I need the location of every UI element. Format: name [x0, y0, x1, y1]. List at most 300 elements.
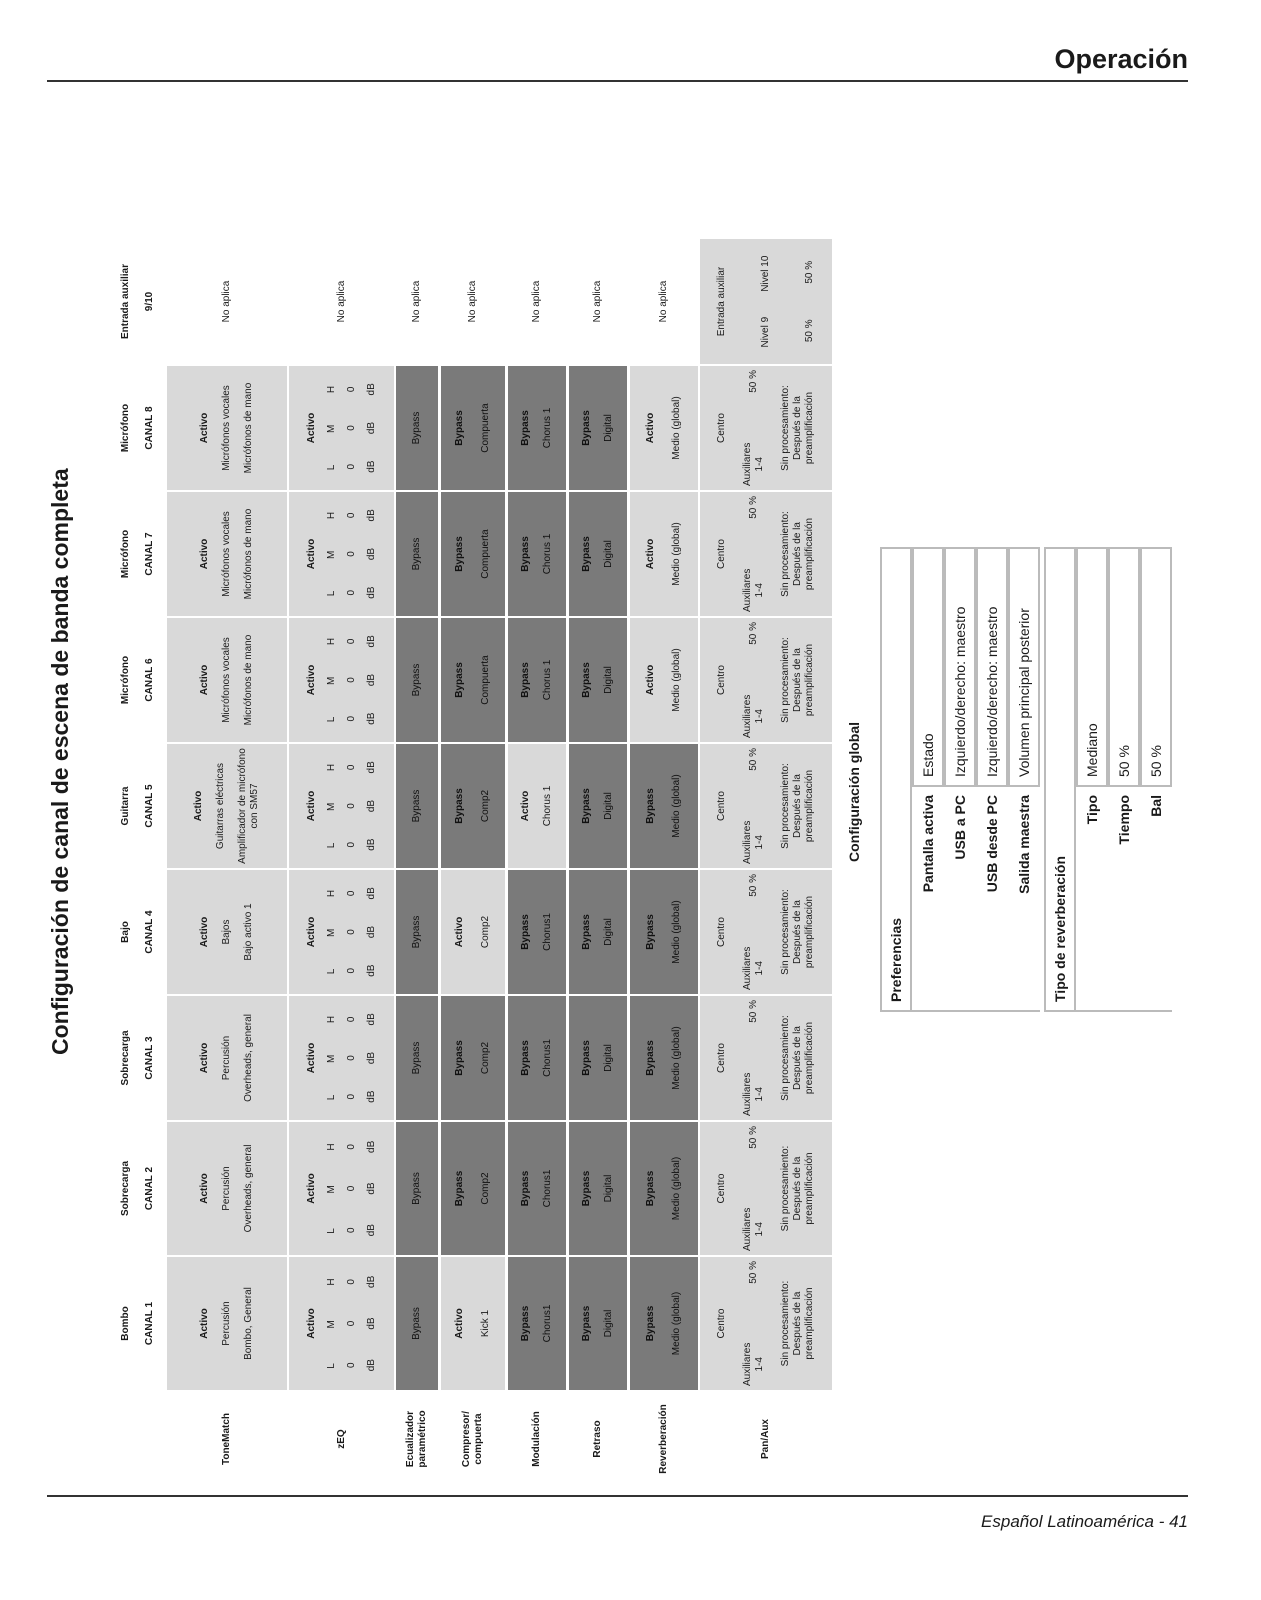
section-title: Operación	[1054, 44, 1188, 74]
header-rule	[47, 80, 1188, 82]
pan-value: Centro	[716, 791, 727, 822]
zeq-band-label: L	[325, 716, 337, 723]
reverb-cell	[630, 618, 698, 742]
reverb-key: Tiempo	[1108, 787, 1140, 1012]
aux-label-line: 1-4	[754, 961, 765, 976]
send-tap-line: Sin procesamiento:	[780, 1015, 791, 1101]
aux-label-line: 1-4	[754, 1357, 765, 1372]
reverb-cell	[630, 996, 698, 1120]
aux-label	[742, 947, 766, 990]
reverb-cell	[630, 870, 698, 994]
tonematch-category: Micrófonos vocales	[221, 637, 232, 723]
zeq-band-labels	[326, 370, 338, 486]
tonematch-preset: Amplificador de micrófono con SM57	[237, 748, 260, 864]
aux-level-label: Nivel 10	[760, 255, 771, 292]
zeq-band-labels	[326, 496, 338, 612]
mod-cell	[508, 996, 566, 1120]
delay-cell-state: Bypass	[581, 662, 592, 698]
delay-cell-preset: Digital	[603, 918, 614, 946]
zeq-band-unit: dB	[365, 925, 377, 939]
zeq-band-values	[346, 622, 358, 738]
zeq-band-label: H	[325, 1015, 337, 1024]
tonematch-preset: Bombo, General	[243, 1287, 254, 1360]
panaux-cell	[700, 618, 832, 742]
comp-cell-preset: Compuerta	[480, 655, 491, 705]
aux-panaux-cell	[700, 239, 832, 364]
tonematch-state: Activo	[193, 790, 204, 822]
aux-na-mod: No aplica	[531, 280, 542, 323]
send-tap	[780, 385, 816, 471]
zeq-cell	[289, 1257, 394, 1390]
comp-cell-preset: Comp2	[480, 915, 491, 949]
zeq-band-label: H	[325, 385, 337, 394]
zeq-band-value: 0	[345, 764, 357, 771]
zeq-band-label: L	[325, 590, 337, 597]
send-tap	[780, 1015, 816, 1101]
zeq-band-unit: dB	[365, 547, 377, 561]
zeq-band-label: L	[325, 968, 337, 975]
comp-cell-preset: Compuerta	[480, 403, 491, 453]
send-tap-line: preamplificación	[804, 1152, 815, 1225]
tonematch-category: Percusión	[221, 1035, 232, 1081]
zeq-band-label: L	[325, 842, 337, 849]
tonematch-state: Activo	[199, 1042, 210, 1074]
zeq-band-label: H	[325, 1278, 337, 1286]
send-tap-line: Sin procesamiento:	[780, 511, 791, 597]
panaux-cell	[700, 366, 832, 490]
mod-cell-state: Bypass	[520, 536, 531, 572]
channel-name: CANAL 4	[143, 910, 155, 954]
mod-cell-state: Bypass	[520, 1040, 531, 1076]
zeq-band-label: L	[325, 1363, 337, 1369]
zeq-cell	[289, 366, 394, 490]
send-tap-line: Después de la	[792, 1156, 803, 1221]
delay-cell-preset: Digital	[603, 792, 614, 820]
zeq-band-label: M	[325, 676, 337, 686]
reverb-cell	[630, 1257, 698, 1390]
zeq-band-value: 0	[345, 463, 357, 470]
zeq-state: Activo	[305, 1173, 317, 1204]
zeq-band-unit: dB	[365, 799, 377, 813]
zeq-band-values	[346, 1000, 358, 1116]
zeq-band-label: M	[325, 1054, 337, 1064]
delay-cell	[569, 870, 627, 994]
tonematch-preset: Bajo activo 1	[243, 903, 254, 961]
aux-label	[742, 695, 766, 738]
send-tap-line: preamplificación	[804, 1287, 815, 1360]
zeq-band-label: L	[325, 464, 337, 471]
preferences-header: Preferencias	[880, 547, 912, 1012]
zeq-band-unit: dB	[365, 509, 377, 522]
aux-label-line: 1-4	[754, 457, 765, 472]
aux-level: 50 %	[748, 496, 759, 519]
channel-header	[110, 618, 165, 742]
aux-label-line: Auxiliares	[742, 820, 753, 864]
aux-channel-name: 9/10	[143, 291, 155, 312]
eq-cell: Bypass	[396, 366, 438, 490]
row-label-comp-line: Compresor/	[461, 1410, 472, 1468]
channel-header	[110, 1122, 165, 1255]
zeq-band-label: H	[325, 637, 337, 646]
channel-name: CANAL 1	[143, 1301, 155, 1346]
zeq-state: Activo	[305, 412, 317, 444]
send-tap-line: Sin procesamiento:	[780, 385, 791, 471]
channel-type: Micrófono	[119, 529, 131, 579]
zeq-cell	[289, 1122, 394, 1255]
zeq-band-value: 0	[345, 589, 357, 596]
aux-channel-header	[110, 239, 165, 364]
panaux-cell	[700, 870, 832, 994]
aux-na-comp: No aplica	[467, 280, 478, 323]
aux-row	[742, 874, 766, 990]
zeq-band-unit: dB	[365, 712, 377, 725]
delay-cell-state: Bypass	[581, 1305, 592, 1342]
aux-na-reverb: No aplica	[658, 280, 669, 323]
zeq-band-unit: dB	[365, 460, 377, 473]
reverb-header: Tipo de reverberación	[1044, 547, 1076, 1012]
reverb-cell	[630, 492, 698, 616]
delay-cell-state: Bypass	[581, 914, 592, 950]
delay-cell	[569, 1257, 627, 1390]
comp-cell	[441, 492, 505, 616]
zeq-band-value: 0	[345, 929, 357, 935]
aux-row	[742, 370, 766, 486]
aux-row	[742, 496, 766, 612]
mod-cell-preset: Chorus 1	[542, 407, 553, 449]
zeq-band-unit: dB	[365, 673, 377, 687]
reverb-cell-state: Bypass	[645, 1170, 656, 1207]
zeq-band-unit: dB	[365, 1224, 377, 1237]
mod-cell-preset: Chorus1	[542, 1304, 553, 1343]
row-label-panaux: Pan/Aux	[760, 1419, 771, 1460]
aux-level-label: Nivel 9	[760, 316, 771, 348]
aux-level-labels	[760, 243, 772, 360]
row-label-tonematch: ToneMatch	[221, 1412, 232, 1466]
pref-value: Izquierdo/derecho: maestro	[976, 547, 1008, 787]
channel-name: CANAL 3	[143, 1036, 155, 1080]
aux-label	[742, 1343, 766, 1386]
tonematch-cell	[167, 366, 287, 490]
comp-cell	[441, 996, 505, 1120]
delay-cell-state: Bypass	[581, 1170, 592, 1207]
send-tap	[780, 763, 816, 849]
zeq-band-units	[366, 1000, 378, 1116]
delay-cell	[569, 1122, 627, 1255]
tonematch-state: Activo	[199, 1308, 210, 1339]
zeq-band-unit: dB	[365, 1275, 377, 1288]
channel-header	[110, 366, 165, 490]
panaux-cell	[700, 1122, 832, 1255]
zeq-band-units	[366, 370, 378, 486]
row-label-comp	[441, 1393, 505, 1485]
zeq-band-label: M	[325, 1320, 337, 1329]
reverb-cell-preset: Medio (global)	[671, 1026, 682, 1090]
mod-cell-state: Activo	[520, 790, 531, 822]
zeq-band-unit: dB	[365, 421, 377, 435]
send-tap-line: Después de la	[792, 522, 803, 586]
delay-cell	[569, 492, 627, 616]
channel-header	[110, 492, 165, 616]
zeq-band-unit: dB	[365, 1359, 377, 1372]
pref-key: Pantalla activa	[912, 787, 944, 1012]
zeq-band-value: 0	[345, 677, 357, 683]
comp-cell-state: Activo	[454, 916, 465, 948]
tonematch-preset: Micrófonos de mano	[243, 634, 254, 726]
zeq-band-value: 0	[345, 715, 357, 722]
zeq-cell	[289, 996, 394, 1120]
reverb-value: 50 %	[1108, 547, 1140, 787]
tonematch-cell	[167, 618, 287, 742]
pref-value: Volumen principal posterior	[1008, 547, 1040, 787]
reverb-cell-preset: Medio (global)	[671, 900, 682, 964]
pan-value: Centro	[716, 413, 727, 444]
send-tap-line: preamplificación	[804, 643, 815, 717]
tonematch-state: Activo	[199, 916, 210, 948]
zeq-band-unit: dB	[365, 1013, 377, 1026]
zeq-cell	[289, 492, 394, 616]
send-tap	[780, 1281, 816, 1367]
comp-cell	[441, 870, 505, 994]
tonematch-cell	[167, 996, 287, 1120]
tonematch-state: Activo	[199, 538, 210, 570]
tonematch-preset: Overheads, general	[243, 1014, 254, 1102]
aux-level: 50 %	[748, 1000, 759, 1023]
zeq-band-values	[346, 748, 358, 864]
send-tap-line: preamplificación	[804, 1021, 815, 1095]
zeq-band-label: M	[325, 1185, 337, 1194]
aux-label-line: Auxiliares	[742, 442, 753, 486]
send-tap-line: Sin procesamiento:	[780, 637, 791, 723]
send-tap-line: Después de la	[792, 900, 803, 964]
mod-cell-state: Bypass	[520, 1170, 531, 1207]
channel-name: CANAL 7	[143, 532, 155, 576]
send-tap-line: preamplificación	[804, 391, 815, 465]
zeq-state: Activo	[305, 664, 317, 696]
tonematch-category: Guitarras eléctricas	[215, 762, 226, 850]
channel-header	[110, 744, 165, 868]
tonematch-category: Micrófonos vocales	[221, 385, 232, 471]
pan-value: Centro	[716, 665, 727, 696]
aux-level: 50 %	[748, 874, 759, 897]
aux-label-line: 1-4	[754, 583, 765, 598]
reverb-cell-state: Bypass	[645, 788, 656, 824]
zeq-band-unit: dB	[365, 635, 377, 648]
zeq-band-labels	[326, 1000, 338, 1116]
zeq-state: Activo	[305, 916, 317, 948]
reverb-cell-preset: Medio (global)	[671, 648, 682, 712]
mod-cell-preset: Chorus1	[542, 913, 553, 951]
zeq-band-label: H	[325, 889, 337, 898]
aux-na-eq: No aplica	[411, 280, 422, 323]
zeq-band-label: L	[325, 1228, 337, 1234]
zeq-band-value: 0	[345, 841, 357, 848]
delay-cell-preset: Digital	[603, 1044, 614, 1072]
mod-cell	[508, 1122, 566, 1255]
tonematch-category: Percusión	[221, 1301, 232, 1346]
panaux-cell	[700, 1257, 832, 1390]
send-tap	[780, 637, 816, 723]
aux-na-tonematch: No aplica	[221, 280, 232, 323]
mod-cell-preset: Chorus1	[542, 1169, 553, 1208]
zeq-band-labels	[326, 622, 338, 738]
aux-panaux-title: Entrada auxiliar	[716, 266, 727, 337]
page-title: Configuración de canal de escena de banda completa	[47, 468, 73, 1055]
mod-cell-preset: Chorus 1	[542, 533, 553, 575]
zeq-cell	[289, 618, 394, 742]
row-label-eq	[396, 1393, 438, 1485]
comp-cell	[441, 618, 505, 742]
pan-value: Centro	[716, 1173, 727, 1204]
zeq-band-unit: dB	[365, 1051, 377, 1065]
pref-key: Salida maestra	[1008, 787, 1040, 1012]
tonematch-cell	[167, 492, 287, 616]
aux-row	[742, 748, 766, 864]
send-tap-line: preamplificación	[804, 895, 815, 969]
aux-level: 50 %	[748, 622, 759, 645]
zeq-band-value: 0	[345, 386, 357, 393]
tonematch-preset: Micrófonos de mano	[243, 382, 254, 474]
global-title: Configuración global	[846, 722, 862, 862]
pan-value: Centro	[716, 1043, 727, 1074]
aux-label-line: Auxiliares	[742, 1207, 753, 1251]
aux-label-line: 1-4	[754, 1222, 765, 1237]
reverb-cell-preset: Medio (global)	[671, 774, 682, 838]
delay-cell	[569, 996, 627, 1120]
send-tap	[780, 1146, 816, 1232]
aux-label-line: Auxiliares	[742, 568, 753, 612]
comp-cell-preset: Comp2	[480, 1172, 491, 1205]
zeq-band-value: 0	[345, 1227, 357, 1233]
delay-cell-state: Bypass	[581, 410, 592, 446]
zeq-state: Activo	[305, 790, 317, 822]
reverb-value: 50 %	[1140, 547, 1172, 787]
zeq-band-unit: dB	[365, 887, 377, 900]
aux-na-delay: No aplica	[592, 280, 603, 323]
zeq-band-label: H	[325, 1143, 337, 1151]
reverb-cell-preset: Medio (global)	[671, 396, 682, 460]
aux-label	[742, 821, 766, 864]
send-tap-line: Sin procesamiento:	[780, 1145, 791, 1232]
zeq-band-value: 0	[345, 425, 357, 431]
channel-name: CANAL 6	[143, 658, 155, 702]
zeq-band-unit: dB	[365, 1090, 377, 1103]
zeq-state: Activo	[305, 1308, 317, 1339]
pref-value: Estado	[912, 547, 944, 787]
zeq-band-value: 0	[345, 1320, 357, 1327]
zeq-band-value: 0	[345, 551, 357, 557]
reverb-cell	[630, 744, 698, 868]
channel-name: CANAL 8	[143, 406, 155, 450]
zeq-band-value: 0	[345, 1093, 357, 1100]
eq-cell: Bypass	[396, 492, 438, 616]
comp-cell-preset: Kick 1	[480, 1309, 491, 1338]
comp-cell-state: Activo	[454, 1308, 465, 1339]
pref-value: Izquierdo/derecho: maestro	[944, 547, 976, 787]
zeq-band-label: M	[325, 928, 337, 938]
tonematch-state: Activo	[199, 412, 210, 444]
mod-cell	[508, 744, 566, 868]
row-label-zeq: zEQ	[335, 1429, 347, 1449]
zeq-band-unit: dB	[365, 1182, 377, 1195]
channel-type: Bajo	[119, 921, 131, 943]
zeq-band-units	[366, 748, 378, 864]
row-label-reverb: Reverberación	[658, 1404, 669, 1474]
channel-header	[110, 870, 165, 994]
mod-cell-preset: Chorus 1	[542, 659, 553, 701]
channel-header	[110, 1257, 165, 1390]
mod-cell-preset: Chorus 1	[542, 785, 553, 827]
mod-cell-state: Bypass	[520, 410, 531, 446]
aux-row	[742, 1000, 766, 1116]
comp-cell	[441, 1122, 505, 1255]
tonematch-state: Activo	[199, 1173, 210, 1204]
send-tap-line: Después de la	[792, 1026, 803, 1090]
delay-cell-preset: Digital	[603, 414, 614, 442]
zeq-cell	[289, 870, 394, 994]
tonematch-cell	[167, 744, 287, 868]
zeq-band-values	[346, 1126, 358, 1251]
tonematch-cell	[167, 1257, 287, 1390]
delay-cell-state: Bypass	[581, 788, 592, 824]
pan-value: Centro	[716, 917, 727, 948]
reverb-value: Mediano	[1076, 547, 1108, 787]
zeq-band-unit: dB	[365, 1317, 377, 1330]
reverb-cell-state: Bypass	[645, 1305, 656, 1342]
aux-label-line: Auxiliares	[742, 1072, 753, 1116]
aux-row	[742, 1261, 766, 1386]
comp-cell-state: Bypass	[454, 788, 465, 824]
mod-cell	[508, 492, 566, 616]
pan-value: Centro	[716, 539, 727, 570]
zeq-band-values	[346, 496, 358, 612]
channel-type: Micrófono	[119, 655, 131, 705]
zeq-band-labels	[326, 1126, 338, 1251]
zeq-band-unit: dB	[365, 586, 377, 599]
reverb-cell	[630, 1122, 698, 1255]
eq-cell: Bypass	[396, 870, 438, 994]
reverb-cell-state: Activo	[645, 538, 656, 570]
reverb-cell-preset: Medio (global)	[671, 522, 682, 586]
tonematch-cell	[167, 870, 287, 994]
send-tap-line: Sin procesamiento:	[780, 889, 791, 975]
aux-label	[742, 1073, 766, 1116]
zeq-band-units	[366, 874, 378, 990]
footer-rule	[47, 1495, 1188, 1497]
page-footer: Español Latinoamérica - 41	[981, 1512, 1188, 1531]
aux-level: 50 %	[748, 370, 759, 393]
comp-cell	[441, 1257, 505, 1390]
tonematch-category: Bajos	[221, 919, 232, 945]
zeq-band-value: 0	[345, 890, 357, 897]
zeq-band-units	[366, 496, 378, 612]
comp-cell-state: Bypass	[454, 1170, 465, 1207]
mod-cell-state: Bypass	[520, 662, 531, 698]
delay-cell	[569, 618, 627, 742]
comp-cell-preset: Compuerta	[480, 529, 491, 579]
eq-cell: Bypass	[396, 996, 438, 1120]
aux-row	[742, 1126, 766, 1251]
comp-cell-state: Bypass	[454, 1040, 465, 1076]
zeq-band-unit: dB	[365, 761, 377, 774]
mod-cell-state: Bypass	[520, 914, 531, 950]
comp-cell-state: Bypass	[454, 662, 465, 698]
reverb-key: Tipo	[1076, 787, 1108, 1012]
send-tap-line: Después de la	[792, 396, 803, 460]
send-tap-line: Sin procesamiento:	[780, 1280, 791, 1367]
reverb-cell-state: Bypass	[645, 1040, 656, 1076]
zeq-band-unit: dB	[365, 964, 377, 977]
mod-cell-state: Bypass	[520, 1305, 531, 1342]
